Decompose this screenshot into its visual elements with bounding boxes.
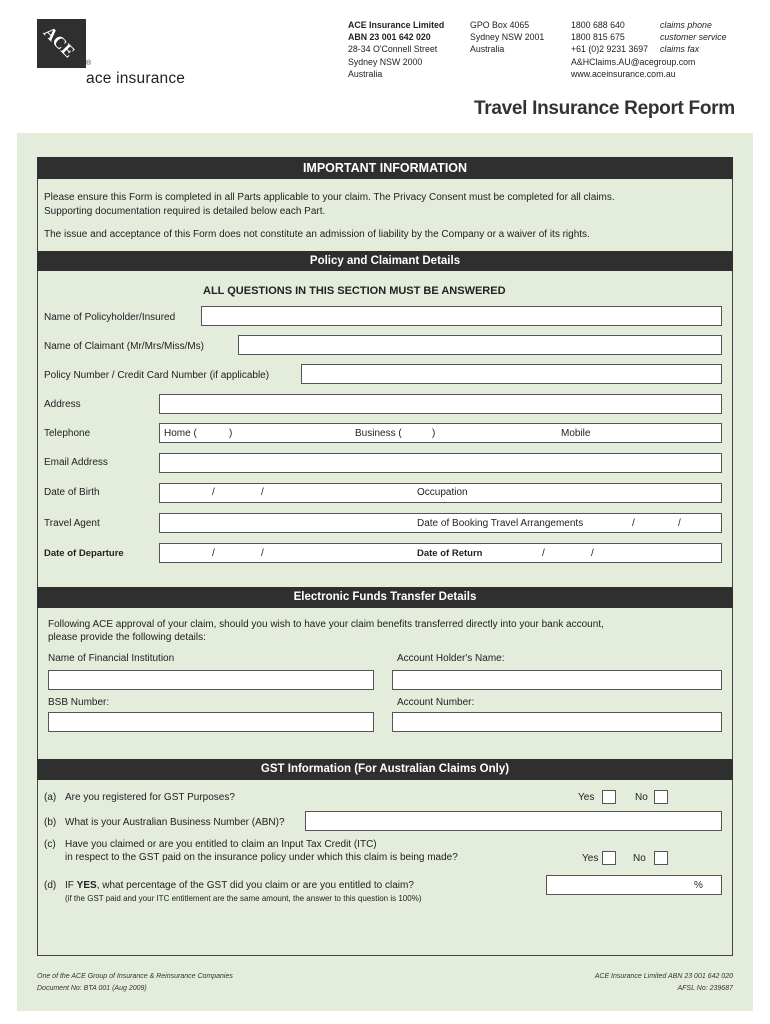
home-phone-label: Home ( [164,428,197,439]
gst-qa-letter: (a) [44,792,57,803]
footer-abn: ACE Insurance Limited ABN 23 001 642 020 [594,973,733,980]
gst-qd-if: IF [65,880,74,891]
company-country: Australia [348,68,383,79]
email-input[interactable] [159,453,722,473]
important-text-3: The issue and acceptance of this Form does not constitute an admission of liability by the Company or a waiver of its rights. [44,229,590,240]
abn-input[interactable] [305,811,722,831]
important-heading: IMPORTANT INFORMATION [37,157,733,179]
mobile-label: Mobile [561,428,591,439]
gst-qc-yes-label: Yes [582,853,599,864]
departure-label: Date of Departure [44,548,124,559]
policy-number-label: Policy Number / Credit Card Number (if applicable) [44,370,270,381]
agent-label: Travel Agent [44,518,100,529]
bsb-label: BSB Number: [48,697,110,708]
logo-text: ACE [39,22,79,62]
gst-qd-text [65,880,414,891]
gst-qa-no-label: No [635,792,648,803]
account-holder-input[interactable] [392,670,722,690]
important-text-1: Please ensure this Form is completed in all Parts applicable to your claim. The Privacy Consent must be completed for all claims. [44,192,615,203]
telephone-label: Telephone [44,428,91,439]
claimant-label: Name of Claimant (Mr/Mrs/Miss/Ms) [44,341,205,352]
occupation-label: Occupation [417,487,468,498]
claims-phone: 1800 688 640 [571,20,625,30]
booking-slash-1: / [632,518,635,529]
claims-fax: +61 (0)2 9231 3697 [571,44,649,55]
gst-qa-no-checkbox[interactable] [654,790,668,804]
return-label: Date of Return [417,548,483,559]
claims-fax-label: claims fax [660,44,700,55]
policyholder-label: Name of Policyholder/Insured [44,312,176,323]
return-slash-1: / [542,548,545,559]
claims-email[interactable]: A&HClaims.AU@acegroup.com [571,56,696,67]
departure-slash-1: / [212,548,215,559]
eft-heading: Electronic Funds Transfer Details [37,587,733,608]
gst-qd-rest: , what percentage of the GST did you claim or are you entitled to claim? [96,880,414,891]
gst-qa-yes-checkbox[interactable] [602,790,616,804]
footer-document-number: Document No: BTA 001 (Aug 2009) [37,985,147,992]
dob-label: Date of Birth [44,487,100,498]
email-label: Email Address [44,457,108,468]
gst-qa-yes-label: Yes [578,792,595,803]
business-phone-close: ) [432,428,436,439]
return-slash-2: / [591,548,594,559]
customer-service-label: customer service [660,32,727,43]
footer-group-text: One of the ACE Group of Insurance & Reinsurance Companies [37,973,233,980]
account-number-input[interactable] [392,712,722,732]
institution-label: Name of Financial Institution [48,653,175,664]
gst-qc-no-checkbox[interactable] [654,851,668,865]
important-text-2: Supporting documentation required is detailed below each Part. [44,206,326,217]
policy-notice: ALL QUESTIONS IN THIS SECTION MUST BE ANSWERED [203,285,506,297]
postal-address [470,19,544,56]
business-phone-label: Business ( [355,428,402,439]
address-input[interactable] [159,394,722,414]
account-holder-label: Account Holder's Name: [397,653,505,664]
gst-heading: GST Information (For Australian Claims Only) [37,759,733,780]
gst-qc-letter: (c) [44,839,56,850]
gst-qc-text-1: Have you claimed or are you entitled to claim an Input Tax Credit (ITC) [65,839,377,850]
policy-heading: Policy and Claimant Details [37,251,733,271]
gst-qd-yes: YES [76,880,97,891]
company-address [348,19,444,80]
form-title: Travel Insurance Report Form [474,98,735,119]
policy-number-input[interactable] [301,364,722,384]
brand-name: ace insurance [86,70,186,87]
dob-slash-1: / [212,487,215,498]
postal-city: Sydney NSW 2001 [470,32,545,43]
company-city: Sydney NSW 2000 [348,56,423,67]
gst-qd-letter: (d) [44,880,57,891]
bsb-input[interactable] [48,712,374,732]
footer-afsl: AFSL No: 239687 [677,985,733,992]
gst-qc-text-2: in respect to the GST paid on the insurance policy under which this claim is being made? [65,852,458,863]
gst-qa-text: Are you registered for GST Purposes? [65,792,235,803]
eft-intro-2: please provide the following details: [48,632,206,643]
company-abn: ABN 23 001 642 020 [348,32,431,43]
postal-country: Australia [470,44,505,55]
postal-box: GPO Box 4065 [470,20,530,30]
gst-qd-note: (if the GST paid and your ITC entitlement are the same amount, the answer to this question is 100%) [65,894,422,903]
gst-qc-no-label: No [633,853,646,864]
claims-phone-label: claims phone [660,20,712,30]
gst-qc-yes-checkbox[interactable] [602,851,616,865]
account-number-label: Account Number: [397,697,475,708]
eft-intro-1: Following ACE approval of your claim, should you wish to have your claim benefits transferred directly into your bank account, [48,619,604,630]
institution-input[interactable] [48,670,374,690]
telephone-input[interactable] [159,423,722,443]
claimant-input[interactable] [238,335,722,355]
registered-mark: ® [86,60,92,67]
booking-date-label: Date of Booking Travel Arrangements [417,518,584,529]
booking-slash-2: / [678,518,681,529]
dob-slash-2: / [261,487,264,498]
home-phone-close: ) [229,428,233,439]
customer-service-phone: 1800 815 675 [571,32,625,43]
address-label: Address [44,399,81,410]
company-street: 28-34 O'Connell Street [348,44,438,55]
company-name: ACE Insurance Limited [348,20,445,30]
ace-logo [37,19,86,68]
website-link[interactable]: www.aceinsurance.com.au [571,68,676,79]
percent-sign: % [694,880,703,891]
departure-slash-2: / [261,548,264,559]
gst-qb-text: What is your Australian Business Number (ABN)? [65,817,285,828]
gst-qb-letter: (b) [44,817,57,828]
contact-labels [660,19,726,56]
policyholder-input[interactable] [201,306,722,326]
